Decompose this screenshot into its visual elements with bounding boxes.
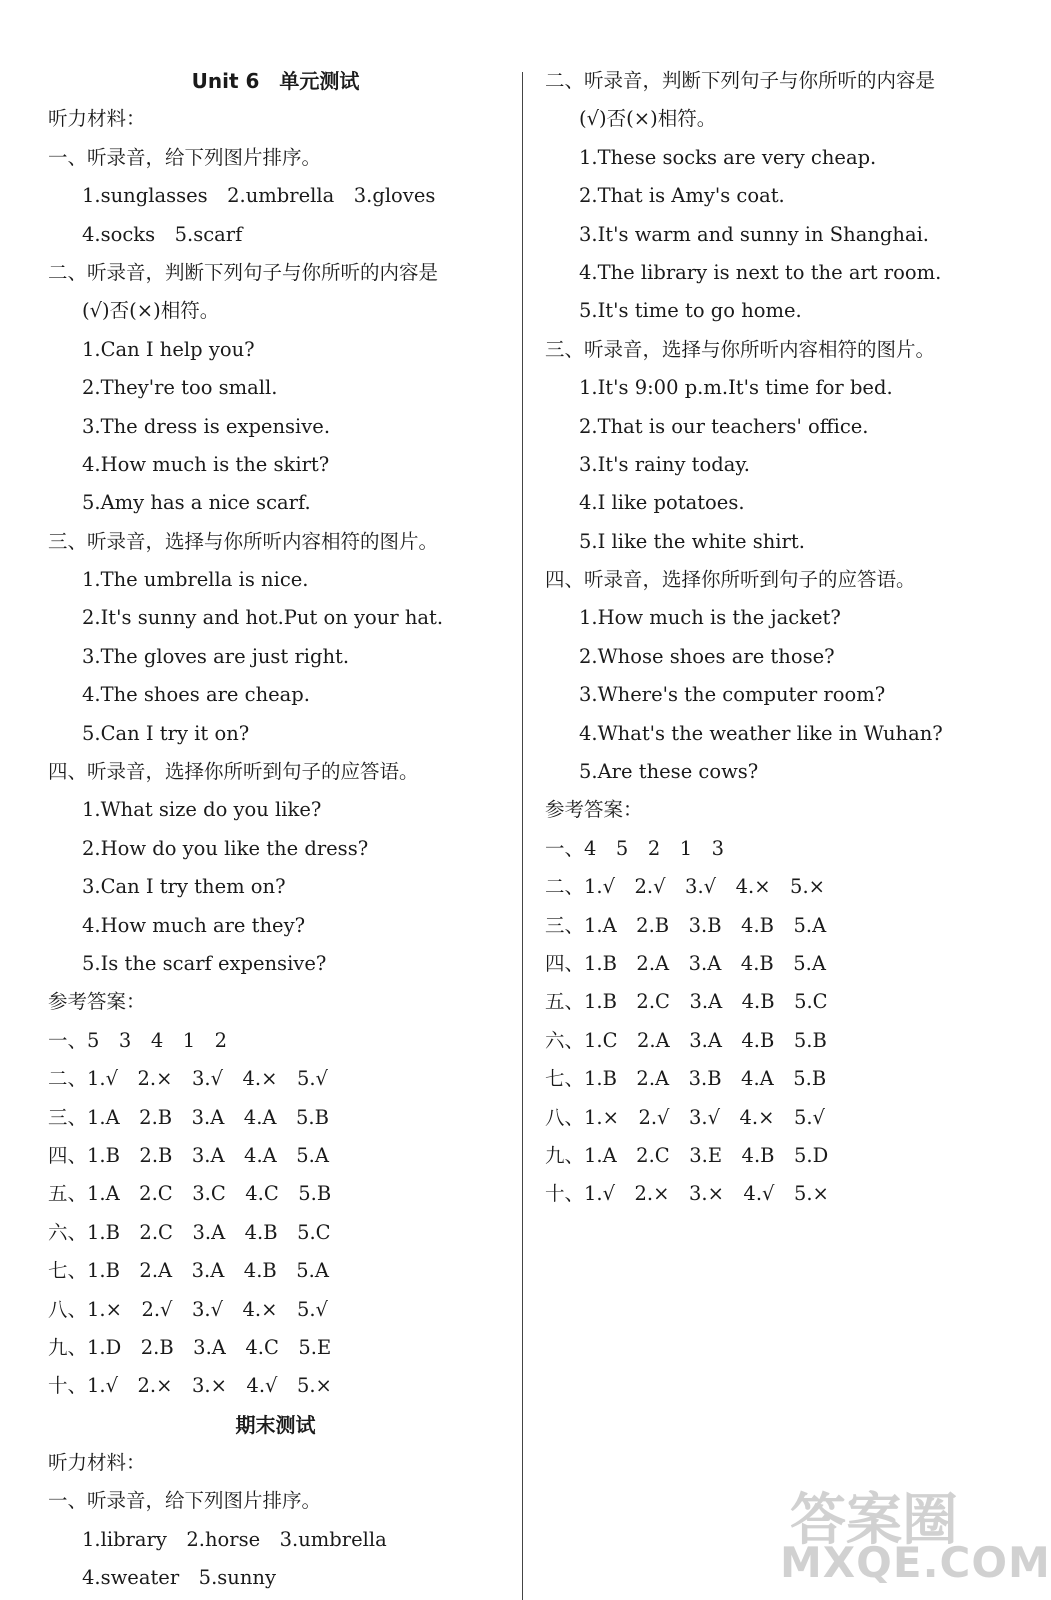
right-item-line: 4.What's the weather like in Wuhan?: [579, 721, 943, 745]
right-item-line: 4.The library is next to the art room.: [579, 260, 942, 284]
left-item-line: 2.They're too small.: [82, 376, 278, 400]
left-item-line: 5.Is the scarf expensive?: [82, 951, 327, 975]
right-item-line: 2.That is our teachers' office.: [579, 414, 869, 438]
left-column: [48, 62, 503, 1598]
right-item-line: 5.I like the white shirt.: [579, 529, 805, 553]
right-heading-line: 参考答案：: [545, 798, 643, 822]
right-item-line: 3.Where's the computer room?: [579, 683, 886, 707]
left-heading-line: 二、听录音，判断下列句子与你所听的内容是: [48, 260, 439, 284]
left-item-line: 3.The gloves are just right.: [82, 644, 350, 668]
watermark-logo: [780, 1476, 1051, 1596]
left-answer-line: 二、1.√ 2.× 3.√ 4.× 5.√: [48, 1067, 328, 1091]
right-item-line: 4.I like potatoes.: [579, 491, 745, 515]
left-item-line: 1.The umbrella is nice.: [82, 568, 309, 592]
left-heading-line: 听力材料：: [48, 1451, 146, 1475]
right-heading-line: 三、听录音，选择与你所听内容相符的图片。: [545, 337, 936, 361]
left-item-line: 4.sweater 5.sunny: [82, 1566, 276, 1590]
right-answer-line: 四、1.B 2.A 3.A 4.B 5.A: [545, 951, 826, 975]
column-divider: [522, 72, 523, 1600]
left-title-line: 期末测试: [235, 1412, 316, 1437]
right-heading-line: 二、听录音，判断下列句子与你所听的内容是: [545, 69, 936, 92]
right-answer-line: 六、1.C 2.A 3.A 4.B 5.B: [545, 1028, 827, 1052]
left-heading-line: 一、听录音，给下列图片排序。: [48, 145, 322, 169]
left-answer-line: 七、1.B 2.A 3.A 4.B 5.A: [48, 1259, 329, 1283]
left-answer-line: 四、1.B 2.B 3.A 4.A 5.A: [48, 1143, 329, 1167]
left-item-line: 4.socks 5.scarf: [82, 222, 243, 246]
left-item-line: 2.It's sunny and hot.Put on your hat.: [82, 606, 444, 630]
left-heading-line: 一、听录音，给下列图片排序。: [48, 1489, 322, 1513]
right-item-line: 5.Are these cows?: [579, 760, 759, 784]
left-item-line: 5.Amy has a nice scarf.: [82, 491, 311, 515]
right-column: [545, 62, 990, 1214]
left-item-line: 4.How much are they?: [82, 913, 306, 937]
left-heading-line: 参考答案：: [48, 990, 146, 1014]
right-heading-line: 四、听录音，选择你所听到句子的应答语。: [545, 568, 916, 592]
right-item-line: 3.It's warm and sunny in Shanghai.: [579, 222, 930, 246]
left-answer-line: 十、1.√ 2.× 3.× 4.√ 5.×: [48, 1374, 332, 1398]
left-item-line: 4.How much is the skirt?: [82, 452, 330, 476]
right-answer-line: 三、1.A 2.B 3.B 4.B 5.A: [545, 913, 827, 937]
left-answer-line: 一、5 3 4 1 2: [48, 1028, 228, 1052]
right-item-line: (√)否(×)相符。: [579, 107, 717, 131]
right-item-line: 2.That is Amy's coat.: [579, 184, 785, 208]
right-answer-line: 七、1.B 2.A 3.B 4.A 5.B: [545, 1067, 827, 1091]
left-heading-line: 三、听录音，选择与你所听内容相符的图片。: [48, 529, 439, 553]
left-item-line: 1.library 2.horse 3.umbrella: [82, 1527, 387, 1551]
left-item-line: 1.What size do you like?: [82, 798, 322, 822]
left-item-line: (√)否(×)相符。: [82, 299, 220, 323]
right-item-line: 1.It's 9:00 p.m.It's time for bed.: [579, 376, 893, 400]
right-item-line: 5.It's time to go home.: [579, 299, 802, 323]
left-item-line: 2.How do you like the dress?: [82, 836, 369, 860]
left-answer-line: 五、1.A 2.C 3.C 4.C 5.B: [48, 1182, 332, 1206]
left-heading-line: 听力材料：: [48, 107, 146, 131]
right-answer-line: 九、1.A 2.C 3.E 4.B 5.D: [545, 1143, 829, 1167]
right-answer-line: 一、4 5 2 1 3: [545, 836, 725, 860]
left-item-line: 1.sunglasses 2.umbrella 3.gloves: [82, 184, 436, 208]
watermark-top-text: 答案圈: [790, 1488, 958, 1553]
left-answer-line: 八、1.× 2.√ 3.√ 4.× 5.√: [48, 1297, 328, 1321]
right-answer-line: 二、1.√ 2.√ 3.√ 4.× 5.×: [545, 875, 825, 899]
left-item-line: 1.Can I help you?: [82, 337, 255, 361]
left-item-line: 4.The shoes are cheap.: [82, 683, 310, 707]
right-item-line: 1.These socks are very cheap.: [579, 145, 877, 169]
left-item-line: 3.The dress is expensive.: [82, 414, 331, 438]
right-item-line: 1.How much is the jacket?: [579, 606, 841, 630]
left-answer-line: 九、1.D 2.B 3.A 4.C 5.E: [48, 1335, 332, 1359]
left-heading-line: 四、听录音，选择你所听到句子的应答语。: [48, 760, 419, 784]
right-answer-line: 五、1.B 2.C 3.A 4.B 5.C: [545, 990, 828, 1014]
right-item-line: 3.It's rainy today.: [579, 452, 750, 476]
left-answer-line: 六、1.B 2.C 3.A 4.B 5.C: [48, 1220, 331, 1244]
left-item-line: 5.Can I try it on?: [82, 721, 250, 745]
right-item-line: 2.Whose shoes are those?: [579, 644, 835, 668]
right-answer-line: 十、1.√ 2.× 3.× 4.√ 5.×: [545, 1182, 829, 1206]
left-item-line: 3.Can I try them on?: [82, 875, 286, 899]
watermark-bottom-text: MXQE.COM: [780, 1538, 1051, 1587]
left-title-line: Unit 6 单元测试: [191, 69, 360, 93]
right-answer-line: 八、1.× 2.√ 3.√ 4.× 5.√: [545, 1105, 825, 1129]
left-answer-line: 三、1.A 2.B 3.A 4.A 5.B: [48, 1105, 329, 1129]
